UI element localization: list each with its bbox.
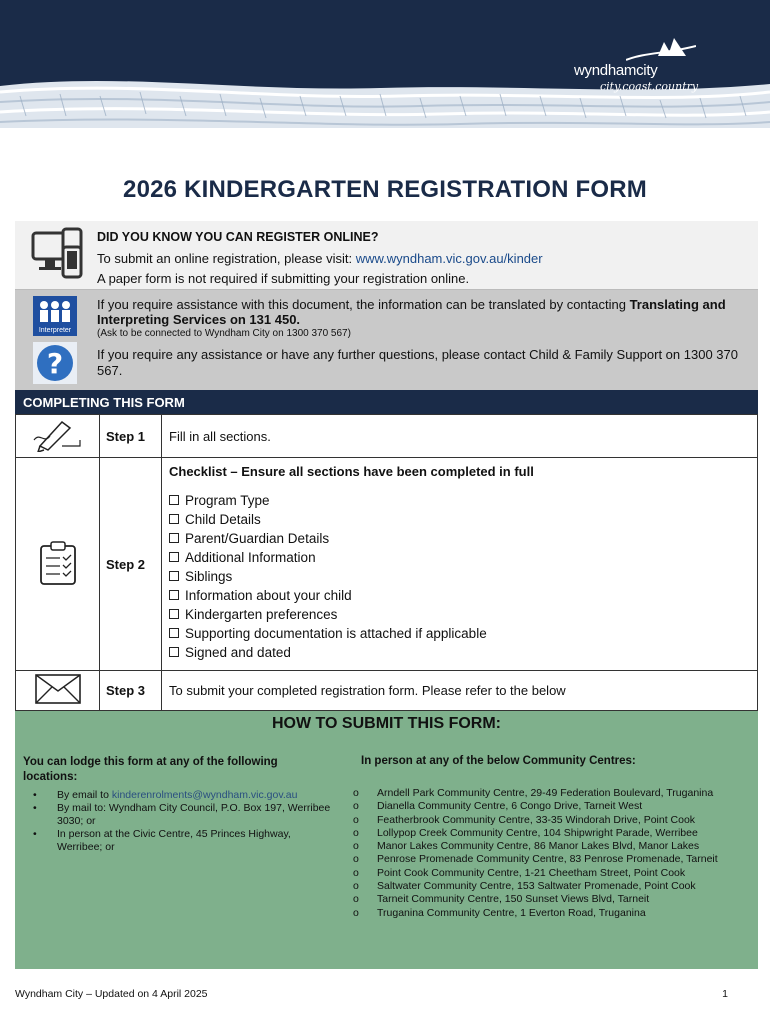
bullet-icon: •	[33, 789, 37, 801]
circle-bullet-icon: o	[353, 813, 359, 826]
list-item	[353, 827, 743, 840]
list-item	[353, 907, 743, 920]
circle-bullet-icon: o	[353, 840, 359, 853]
assistance-box	[15, 290, 758, 390]
list-item	[353, 867, 743, 880]
step3-label: Step 3	[100, 671, 162, 711]
circle-bullet-icon: o	[353, 800, 359, 813]
list-item	[353, 787, 743, 800]
checkbox[interactable]	[169, 609, 179, 619]
checklist-item-label: Siblings	[185, 569, 233, 584]
circle-bullet-icon: o	[353, 853, 359, 866]
circle-bullet-icon: o	[353, 866, 359, 879]
list-item	[353, 853, 743, 866]
centre-text: Manor Lakes Community Centre, 86 Manor Lakes Blvd, Manor Lakes	[377, 840, 700, 853]
list-item	[353, 893, 743, 906]
pen-writing-icon	[32, 418, 84, 452]
interpreter-icon	[33, 296, 77, 336]
step2-label: Step 2	[100, 458, 162, 671]
circle-bullet-icon: o	[353, 826, 359, 839]
checklist-item	[169, 643, 757, 662]
envelope-icon	[34, 673, 82, 705]
lodge-locations-heading: You can lodge this form at any of the following locations:	[23, 756, 278, 783]
translation-text-prefix: If you require assistance with this document, the information can be translated by contacting	[97, 297, 630, 312]
circle-bullet-icon: o	[353, 906, 359, 919]
translation-text	[97, 297, 747, 327]
checkbox[interactable]	[169, 495, 179, 505]
list-item	[33, 789, 333, 802]
checklist-item-label: Program Type	[185, 493, 270, 508]
lodge-method-text: By email to	[57, 789, 112, 801]
checklist-item	[169, 586, 757, 605]
checkbox[interactable]	[169, 628, 179, 638]
checkbox[interactable]	[169, 647, 179, 657]
online-heading: DID YOU KNOW YOU CAN REGISTER ONLINE?	[97, 230, 379, 244]
checklist	[169, 491, 757, 662]
checklist-item-label: Additional Information	[185, 550, 316, 565]
checkbox[interactable]	[169, 571, 179, 581]
checklist-item-label: Signed and dated	[185, 645, 291, 660]
community-centres-heading: In person at any of the below Community Centres:	[361, 755, 636, 767]
centre-text: Tarneit Community Centre, 150 Sunset Views Blvd, Tarneit	[377, 893, 650, 906]
header-banner	[0, 0, 770, 138]
step3-row	[16, 671, 758, 711]
ask-connected-text: (Ask to be connected to Wyndham City on 1300 370 567)	[97, 328, 351, 339]
checklist-item-label: Kindergarten preferences	[185, 607, 338, 622]
checklist-item	[169, 510, 757, 529]
footer-text: Wyndham City – Updated on 4 April 2025	[15, 988, 208, 1000]
step1-label: Step 1	[100, 415, 162, 458]
checklist-title: Checklist – Ensure all sections have been completed in full	[169, 464, 534, 479]
checkbox[interactable]	[169, 514, 179, 524]
list-item	[353, 814, 743, 827]
online-line1	[97, 251, 543, 266]
checklist-item-label: Child Details	[185, 512, 261, 527]
completing-form-heading: COMPLETING THIS FORM	[15, 390, 758, 414]
centre-text: Featherbrook Community Centre, 33-35 Windorah Drive, Point Cook	[377, 813, 696, 826]
circle-bullet-icon: o	[353, 893, 359, 906]
step3-text: To submit your completed registration form. Please refer to the below	[162, 671, 758, 711]
online-line2: A paper form is not required if submitting your registration online.	[97, 271, 470, 286]
checklist-item	[169, 605, 757, 624]
checklist-item	[169, 491, 757, 510]
help-question-icon	[33, 342, 77, 384]
lodge-methods-list	[33, 789, 333, 854]
step2-row	[16, 458, 758, 671]
centre-text: Saltwater Community Centre, 153 Saltwater Promenade, Point Cook	[377, 880, 696, 893]
checklist-item	[169, 529, 757, 548]
wyndham-city-logo	[574, 34, 724, 104]
how-to-submit-section	[15, 711, 758, 969]
list-item	[353, 880, 743, 893]
centre-text: Dianella Community Centre, 6 Congo Drive, Tarneit West	[377, 800, 643, 813]
list-item	[353, 840, 743, 853]
step2-checklist-cell	[162, 458, 758, 671]
step1-row	[16, 415, 758, 458]
logo-tagline: city.coast.country	[600, 80, 699, 93]
community-centres-list	[353, 787, 743, 920]
list-item	[33, 828, 333, 854]
step1-icon-cell	[16, 415, 100, 458]
checklist-item	[169, 624, 757, 643]
tis-phone-text: Translating and Interpreting Services on 131 450.	[97, 297, 726, 327]
step1-text: Fill in all sections.	[162, 415, 758, 458]
circle-bullet-icon: o	[353, 880, 359, 893]
email-link[interactable]: kinderenrolments@wyndham.vic.gov.au	[111, 789, 298, 801]
checklist-item-label: Information about your child	[185, 588, 352, 603]
lodge-method-text: In person at the Civic Centre, 45 Princes Highway, Werribee; or	[57, 828, 291, 853]
checklist-item-label: Parent/Guardian Details	[185, 531, 330, 546]
checkbox[interactable]	[169, 533, 179, 543]
centre-text: Point Cook Community Centre, 1-21 Cheetham Street, Point Cook	[377, 866, 686, 879]
step2-icon-cell	[16, 458, 100, 671]
lodge-method-text: By mail to: Wyndham City Council, P.O. Box 197, Werribee 3030; or	[57, 802, 331, 827]
svg-text:?: ?	[46, 347, 64, 380]
bullet-icon: •	[33, 802, 37, 814]
online-registration-box	[15, 221, 758, 290]
bullet-icon: •	[33, 828, 37, 840]
step3-icon-cell	[16, 671, 100, 711]
online-line1-text: To submit an online registration, please visit:	[97, 251, 356, 266]
circle-bullet-icon: o	[353, 787, 359, 799]
people-icon	[33, 296, 77, 326]
checklist-item-label: Supporting documentation is attached if applicable	[185, 626, 487, 641]
centre-text: Truganina Community Centre, 1 Everton Road, Truganina	[377, 906, 646, 919]
devices-icon	[29, 227, 85, 283]
checklist-item	[169, 548, 757, 567]
centre-text: Lollypop Creek Community Centre, 104 Shipwright Parade, Werribee	[377, 826, 698, 839]
checkbox[interactable]	[169, 552, 179, 562]
checkbox[interactable]	[169, 590, 179, 600]
list-item	[33, 802, 333, 828]
centre-text: Penrose Promenade Community Centre, 83 Penrose Promenade, Tarneit	[377, 853, 718, 866]
interpreter-icon-label: Interpreter	[38, 327, 72, 334]
centre-text: Arndell Park Community Centre, 29-49 Federation Boulevard, Truganina	[377, 787, 714, 799]
kinder-url-link[interactable]: www.wyndham.vic.gov.au/kinder	[355, 251, 543, 266]
checklist-item	[169, 567, 757, 586]
page-number: 1	[722, 988, 728, 1000]
child-family-support-text: If you require any assistance or have any further questions, please contact Child & Family Support on 1300 370 567.	[97, 347, 738, 378]
page-title: 2026 KINDERGARTEN REGISTRATION FORM	[123, 176, 647, 203]
how-to-submit-heading: HOW TO SUBMIT THIS FORM:	[271, 715, 501, 732]
list-item	[353, 800, 743, 813]
clipboard-checklist-icon	[38, 540, 78, 586]
steps-table	[15, 414, 758, 711]
sailboat-icon	[626, 34, 696, 64]
logo-name: wyndhamcity	[574, 62, 658, 79]
